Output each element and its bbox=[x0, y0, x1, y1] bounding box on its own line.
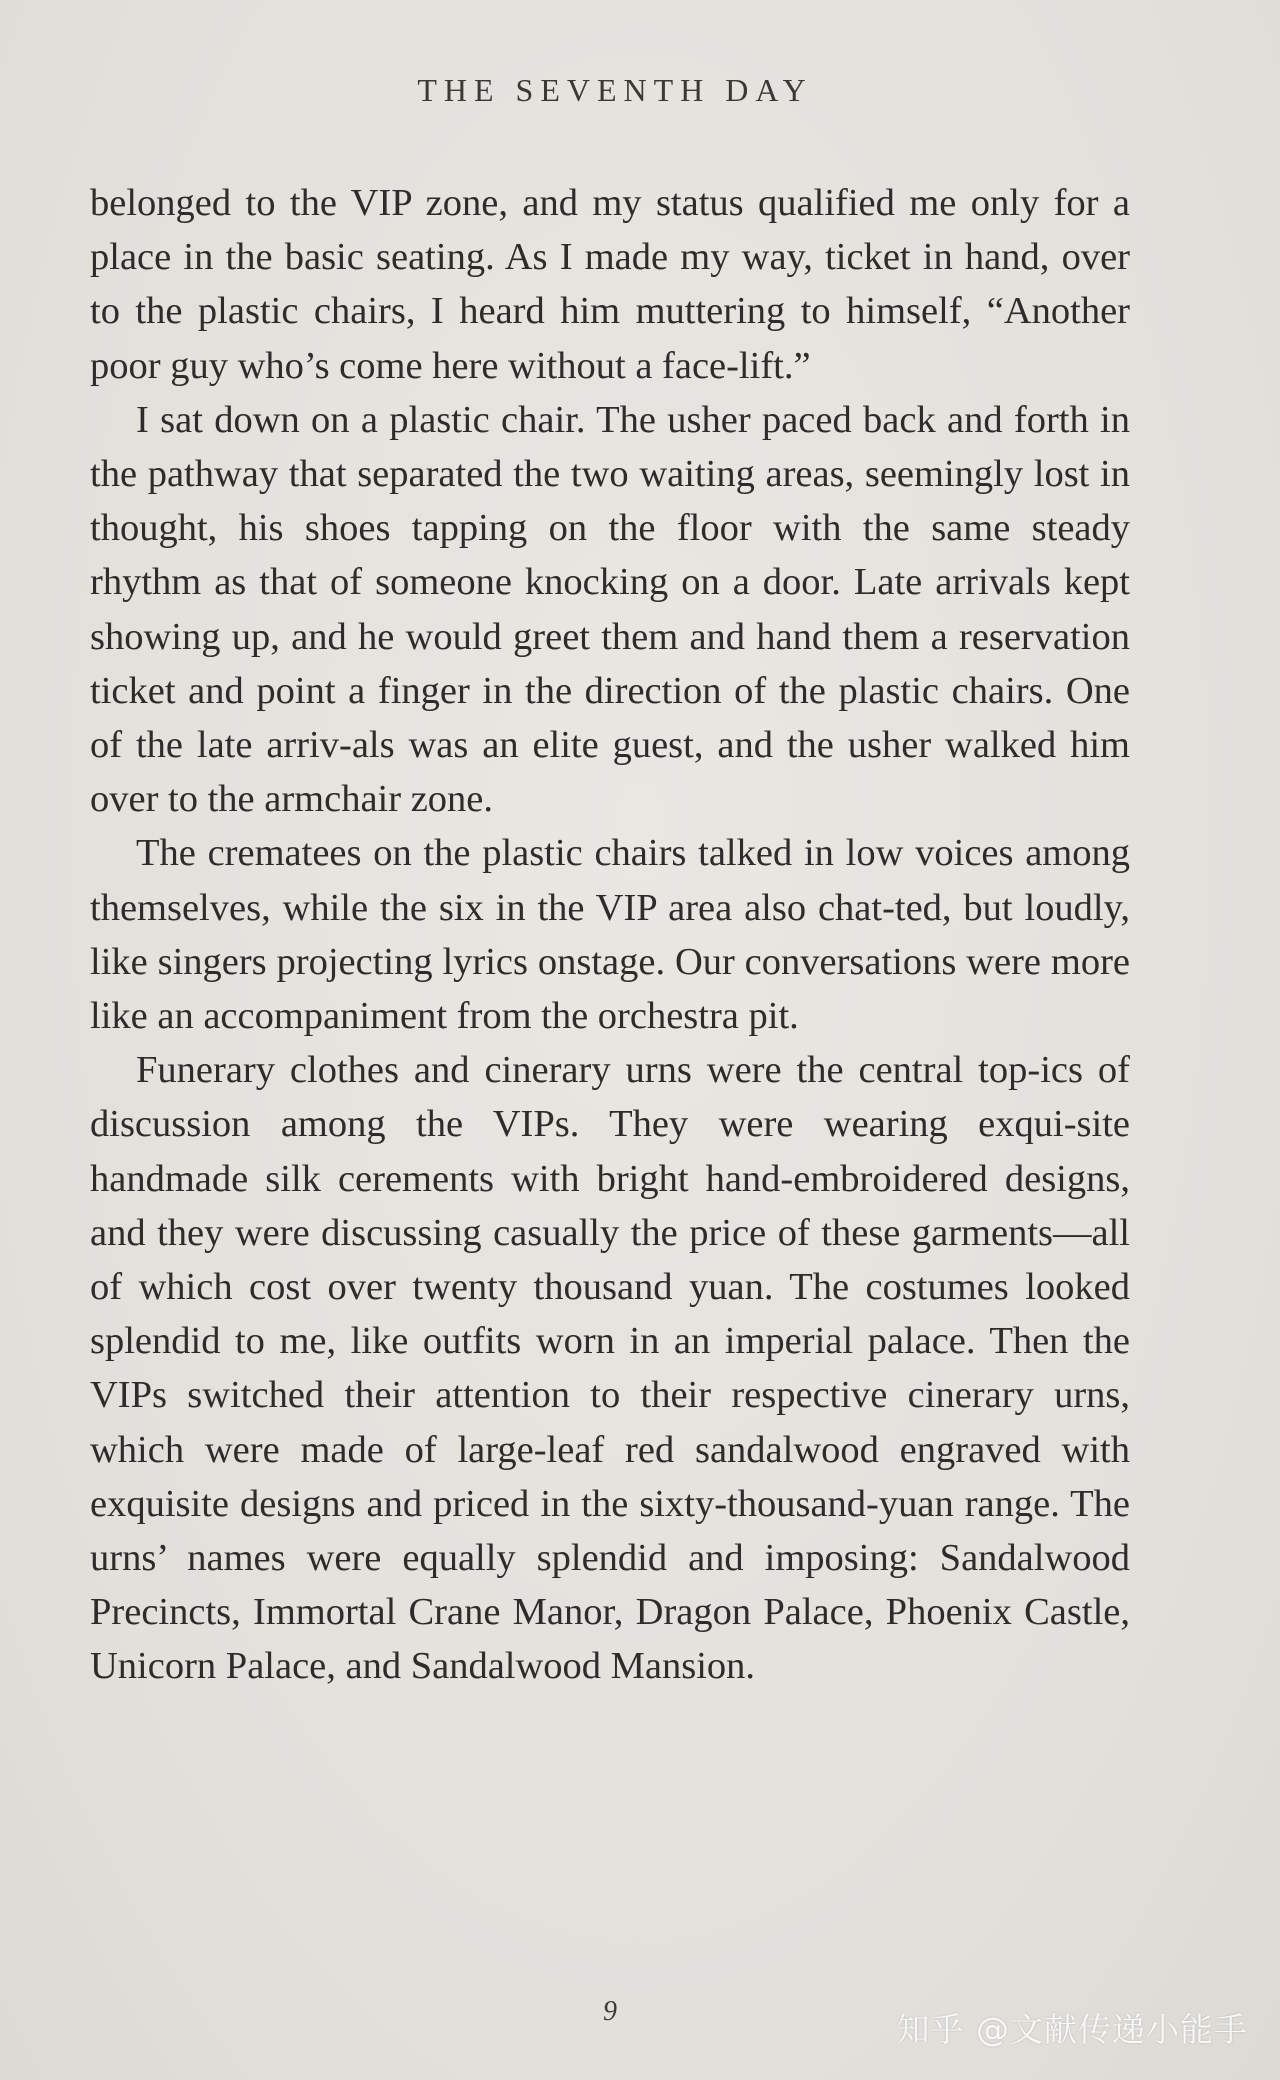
paragraph: I sat down on a plastic chair. The usher paced back and forth in the pathway that separated the two waiting areas, seemingly lost in thought, his shoes tapping on the floor with the same steady rhythm as that of someone knocking on a door. Late arrivals kept showing up, and he would greet them and hand them a reservation ticket and point a finger in the direction of the plastic chairs. One of the late arriv-als was an elite guest, and the usher walked him over to the armchair zone. bbox=[90, 398, 1130, 821]
paragraph: belonged to the VIP zone, and my status qualified me only for a place in the basic seating. As I made my way, ticket in hand, over to the plastic chairs, I heard him muttering to himself, “Another poor guy who’s come here without a face-lift.” bbox=[90, 182, 1130, 387]
watermark: 知乎 @文献传递小能手 bbox=[896, 2010, 1248, 2049]
paragraph: The crematees on the plastic chairs talked in low voices among themselves, while the six in the VIP area also chat-ted, but loudly, like singers projecting lyrics onstage. Our conversations were more like an accompaniment from the orchestra pit. bbox=[90, 832, 1130, 1038]
body-text bbox=[90, 176, 1130, 1694]
paragraph: Funerary clothes and cinerary urns were the central top-ics of discussion among the VIPs. They were wearing exqui-site handmade silk cerements with bright hand-embroidered designs, and they were discussing casually the price of these garments—all of which cost over twenty thousand yuan. The costumes looked splendid to me, like outfits worn in an imperial palace. Then the VIPs switched their attention to their respective cinerary urns, which were made of large-leaf red sandalwood engraved with exquisite designs and priced in the sixty-thousand-yuan range. The urns’ names were equally splendid and imposing: Sandalwood Precincts, Immortal Crane Manor, Dragon Palace, Phoenix Castle, Unicorn Palace, and Sandalwood Mansion. bbox=[90, 1049, 1130, 1688]
running-head: THE SEVENTH DAY bbox=[417, 72, 813, 108]
page-number: 9 bbox=[603, 1996, 617, 2027]
